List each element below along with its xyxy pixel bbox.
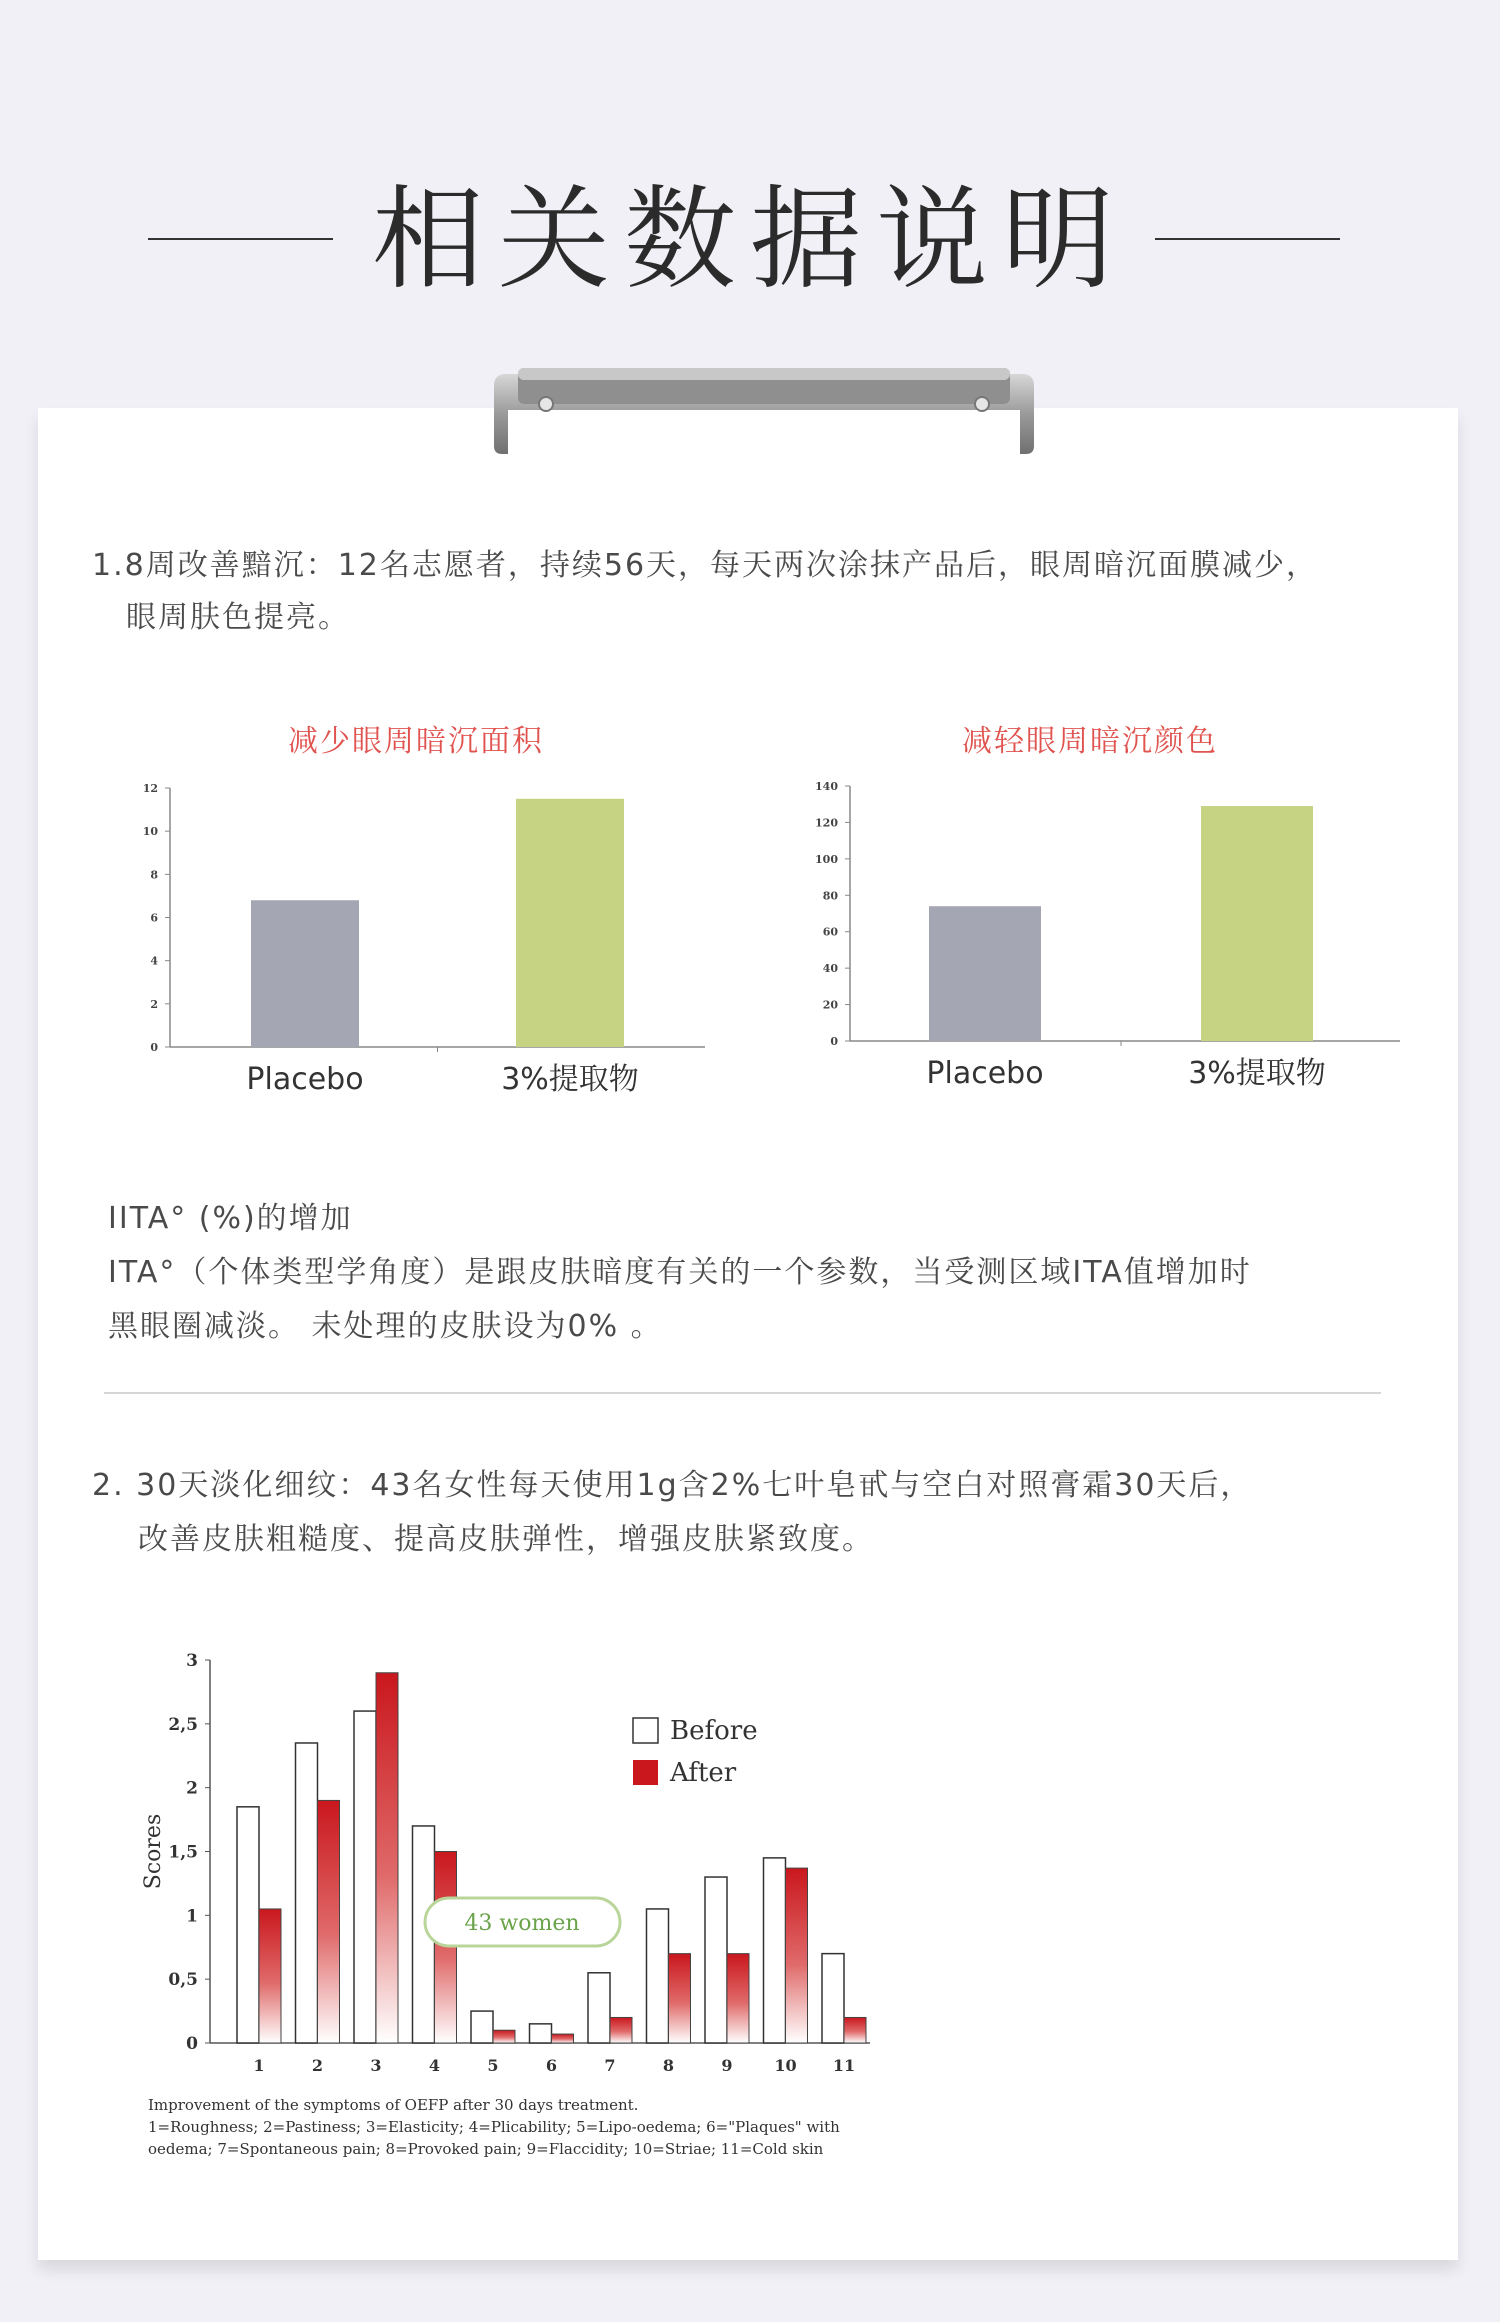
bar-before [296,1743,318,2043]
chart1-title: 减少眼周暗沉面积 [288,724,544,759]
bar-before [588,1973,610,2043]
y-tick-label: 10 [142,825,158,839]
bar-after [786,1868,808,2043]
section1-text-line2: 眼周肤色提亮。 [126,600,350,635]
y-tick-label: 2 [150,997,158,1011]
x-tick-label: 8 [662,2056,675,2075]
y-tick-label: 3 [186,1651,198,1671]
x-tick-label: 11 [832,2056,856,2075]
y-tick-label: 1 [186,1906,198,1927]
bar-before [822,1954,844,2043]
clipboard-clip-icon [484,366,1044,461]
bar-before [764,1858,786,2043]
x-tick-label: 5 [487,2056,499,2075]
note-line1: ITA°（个体类型学角度）是跟皮肤暗度有关的一个参数，当受测区域ITA值增加时 [108,1255,1252,1290]
bar-placebo [251,900,359,1047]
page-title: 相关数据说明 [372,175,1128,305]
x-category-label: 3%提取物 [1188,1056,1326,1091]
legend-after-swatch [633,1760,658,1785]
bar-before [647,1909,669,2043]
bar-placebo [929,906,1041,1041]
bar-after [318,1800,340,2043]
annotation-label: 43 women [464,1911,580,1936]
chart1 [120,770,720,1110]
bar-after [259,1909,281,2043]
y-tick-label: 8 [150,868,158,882]
legend-before-label: Before [670,1716,758,1746]
chart2-title: 减轻眼周暗沉颜色 [962,724,1218,759]
bar-after [610,2017,632,2043]
x-category-label: Placebo [246,1062,364,1097]
y-tick-label: 40 [822,962,838,976]
y-tick-label: 20 [822,998,838,1012]
y-tick-label: 0 [830,1035,838,1048]
bar-extract [516,799,624,1047]
header-right-line [1155,238,1340,240]
bar-after [376,1673,398,2043]
section2-text-line2: 改善皮肤粗糙度、提高皮肤弹性，增强皮肤紧致度。 [138,1522,874,1557]
section2-text-line1: 2. 30天淡化细纹：43名女性每天使用1g含2%七叶皂甙与空白对照膏霜30天后， [92,1468,1253,1503]
y-tick-label: 0 [150,1041,158,1054]
y-tick-label: 120 [815,816,838,830]
y-tick-label: 6 [150,911,158,925]
bar-before [705,1877,727,2043]
bar-extract [1201,806,1313,1041]
bar-after [844,2017,866,2043]
y-tick-label: 100 [815,852,838,866]
y-tick-label: 60 [822,925,838,939]
chart-caption-line: 1=Roughness; 2=Pastiness; 3=Elasticity; 4=Plicability; 5=Lipo-oedema; 6="Plaques" with [148,2118,840,2136]
y-tick-label: 2 [186,1778,198,1799]
y-tick-label: 4 [150,954,158,968]
note-title: IITA° (%)的增加 [108,1201,353,1236]
y-tick-label: 1,5 [168,1842,198,1863]
bar-after [552,2034,574,2043]
bar-after [493,2030,515,2043]
note-line2: 黑眼圈减淡。 未处理的皮肤设为0% 。 [108,1309,663,1344]
x-tick-label: 6 [545,2056,558,2075]
y-tick-label: 140 [815,780,838,793]
x-tick-label: 3 [370,2056,382,2075]
y-tick-label: 80 [822,889,838,903]
x-category-label: Placebo [926,1056,1044,1091]
legend-after-label: After [670,1758,737,1788]
bar-before [354,1711,376,2043]
x-tick-label: 4 [428,2056,441,2075]
x-tick-label: 7 [604,2056,616,2075]
bar-before [471,2011,493,2043]
chart-caption-line: oedema; 7=Spontaneous pain; 8=Provoked pain; 9=Flaccidity; 10=Striae; 11=Cold skin [148,2140,824,2158]
y-tick-label: 0,5 [168,1970,198,1991]
y-tick-label: 12 [142,782,158,795]
bar-before [530,2024,552,2043]
y-axis-label: Scores [141,1813,166,1890]
x-tick-label: 9 [721,2056,733,2075]
chart-caption-line: Improvement of the symptoms of OEFP after 30 days treatment. [148,2096,639,2114]
section-divider [104,1392,1381,1394]
chart3 [130,1640,950,2160]
bar-after [669,1954,691,2043]
section1-text-line1: 1.8周改善黯沉：12名志愿者，持续56天，每天两次涂抹产品后，眼周暗沉面膜减少， [92,548,1319,583]
x-tick-label: 2 [311,2056,324,2075]
x-tick-label: 10 [774,2056,797,2075]
legend-before-swatch [633,1718,658,1743]
bar-before [237,1807,259,2043]
x-category-label: 3%提取物 [501,1062,639,1097]
x-tick-label: 1 [253,2056,265,2075]
bar-after [727,1954,749,2043]
chart2 [780,770,1420,1110]
y-tick-label: 2,5 [168,1714,198,1735]
y-tick-label: 0 [186,2034,198,2054]
